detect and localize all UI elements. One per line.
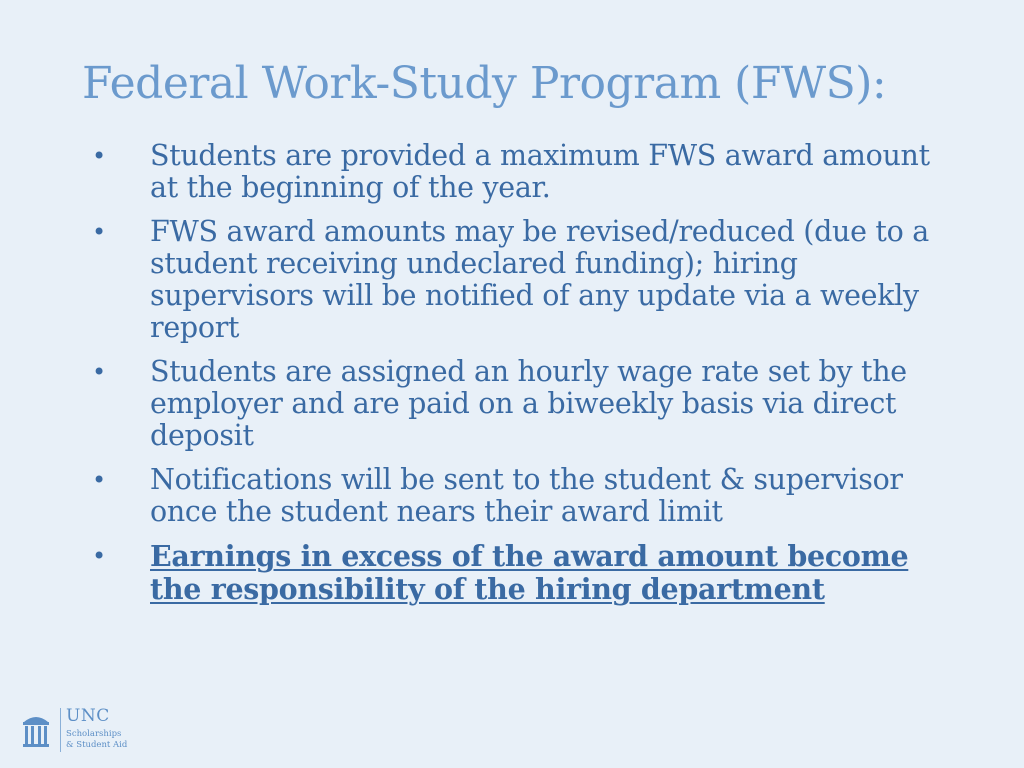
bullet-text-emphasized: Earnings in excess of the award amount become the responsibility of the hiring department [150, 539, 909, 606]
bullet-item [92, 216, 952, 344]
slide-title: Federal Work-Study Program (FWS): [82, 58, 887, 109]
logo-divider [60, 708, 61, 752]
bullet-text: Students are provided a maximum FWS award amount at the beginning of the year. [150, 139, 930, 204]
bullet-icon: • [92, 542, 106, 570]
bullet-item [92, 356, 952, 452]
unc-logo [22, 708, 162, 754]
old-well-icon [22, 710, 50, 750]
logo-subtitle-line2: & Student Aid [66, 740, 128, 750]
bullet-icon: • [92, 466, 106, 494]
bullet-text: FWS award amounts may be revised/reduced (due to a student receiving undeclared funding); hiring supervisors will be notified of any update via a weekly report [150, 215, 929, 344]
bullet-item [92, 140, 952, 204]
logo-subtitle-line1: Scholarships [66, 729, 122, 739]
bullet-text: Notifications will be sent to the student & supervisor once the student nears their award limit [150, 463, 903, 528]
bullet-item [92, 464, 952, 528]
bullet-list [92, 140, 952, 618]
bullet-icon: • [92, 218, 106, 246]
bullet-icon: • [92, 358, 106, 386]
logo-unc-text: UNC [66, 706, 110, 726]
bullet-icon: • [92, 142, 106, 170]
bullet-text: Students are assigned an hourly wage rate set by the employer and are paid on a biweekly basis via direct deposit [150, 355, 907, 452]
bullet-item [92, 540, 952, 606]
